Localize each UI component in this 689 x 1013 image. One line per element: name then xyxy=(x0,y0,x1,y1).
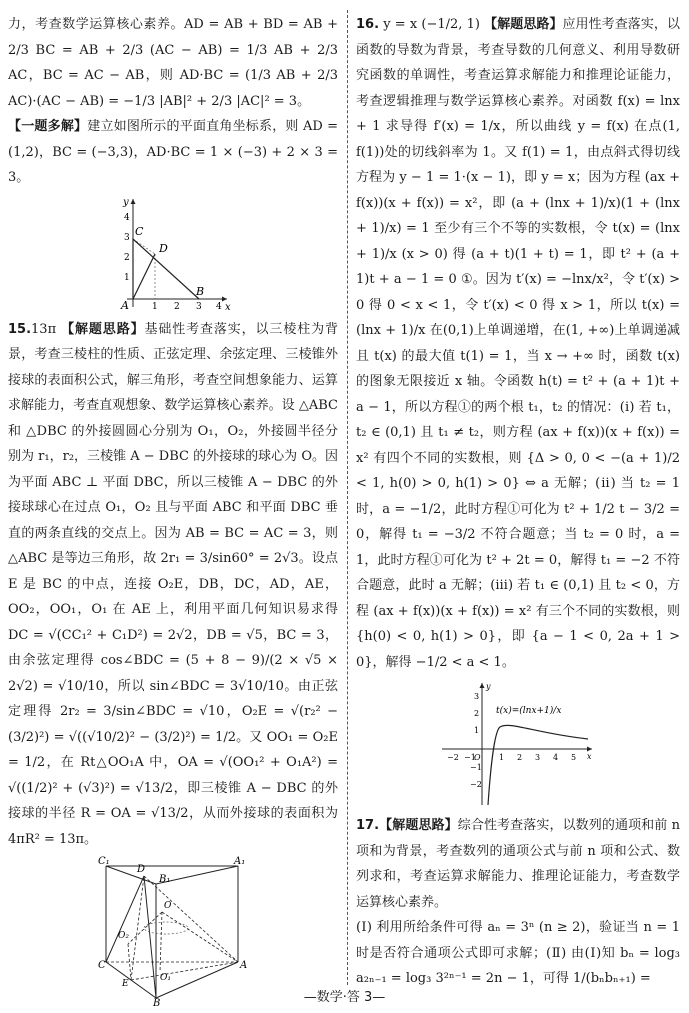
center-o2-label: O₂ xyxy=(118,931,129,941)
x-tick-3: 3 xyxy=(535,753,541,762)
midpoint-e-label: E xyxy=(122,979,129,989)
right-column xyxy=(356,12,680,992)
x-tick-2: 2 xyxy=(174,301,180,312)
x-tick-4: 4 xyxy=(216,301,222,312)
center-o-label: O xyxy=(164,901,172,911)
q15-answer: 13π xyxy=(31,321,57,337)
column-divider xyxy=(347,10,348,985)
point-a-label: A xyxy=(121,298,129,312)
alternate-solution-text: 建立如图所示的平面直角坐标系，则 AD = (1,2)，BC = (−3,3)，AD·BC = 1 × (−3) + 2 × 3 = 3。 xyxy=(8,119,338,185)
y-tick-1: 1 xyxy=(474,726,480,735)
x-tick-3: 3 xyxy=(196,301,202,312)
x-axis-name: x xyxy=(587,752,592,761)
q16-solution xyxy=(356,12,680,675)
y-tick-3: 3 xyxy=(124,232,130,243)
q16-solution-tag: 【解题思路】 xyxy=(484,17,563,32)
vertex-d-label: D xyxy=(137,864,146,875)
y-tick-1: 1 xyxy=(124,272,130,283)
x-tick-neg2: −2 xyxy=(447,753,459,762)
page-footer: —数学·答 3— xyxy=(303,990,386,1005)
y-tick-2: 2 xyxy=(474,709,480,718)
x-tick-1: 1 xyxy=(499,753,505,762)
q17-solution-text: 综合性考查落实，以数列的通项和前 n 项和为背景，考查数列的通项公式与前 n 项和公式、数列求和，考查运算求解能力、推理论证能力，考查数学运算核心素养。 xyxy=(356,818,680,910)
q17-steps: (Ⅰ) 利用所给条件可得 aₙ = 3ⁿ (n ≥ 2)，验证当 n = 1 时是否符合通项公式即可求解；(Ⅱ) 由(Ⅰ)知 bₙ = log₃ a₂ₙ₋₁ = log₃ 3²ⁿ⁻¹ = 2n − 1，可得 1/(bₙbₙ₊₁) = xyxy=(356,920,680,986)
x-axis-label: x xyxy=(225,301,231,313)
coordinate-figure xyxy=(113,195,233,313)
q15-number: 15. xyxy=(8,321,32,337)
vertex-a-label: A xyxy=(240,960,248,971)
q16-number: 16. xyxy=(356,17,380,32)
q16-solution-text: 应用性考查落实，以函数的导数为背景，考查导数的几何意义、利用导数研究函数的单调性，考查运算求解能力和推理论证能力，考查逻辑推理与数学运算核心素养。对函数 f(x) = lnx + 1 求导得 f′(x) = 1/x，所以曲线 y = f(x) 在点(1, f(1))处的切线斜率为 1。又 f(1) = 1，由点斜式得切线方程为 y − 1 = 1·(x − 1)，即 y = x；因为方程 (ax + f(x))(x + f(x)) = x²，即 (a + (lnx + 1)/x)(1 + (lnx + 1)/x) = 1 至少有三个不等的实数根，令 t(x) = (lnx + 1)/x (x > 0) 得 (a + t)(1 + t) = 1，即 t² + (a + 1)t + a − 1 = 0 ①。因为 t′(x) = −lnx/x²，令 t′(x) > 0 得 0 < x < 1，令 t′(x) < 0 得 x > 1，所以 t(x) = (lnx + 1)/x 在(0,1)上单调递增，在(1, +∞)上单调递减且 t(x) 的最大值 t(1) = 1，当 x → +∞ 时，函数 t(x) 的图象无限接近 x 轴。令函数 h(t) = t² + (a + 1)t + a − 1，所以方程①的两个根 t₁，t₂ 的情况：(ⅰ) 若 t₁，t₂ ∈ (0,1) 且 t₁ ≠ t₂，则方程 (ax + f(x))(x + f(x)) = x² 有四个不同的实数根，则 {Δ > 0, 0 < −(a + 1)/2 < 1, h(0) > 0, h(1) > 0} ⇔ a 无解；(ⅱ) 当 t₂ = 1 时，a = −1/2，此时方程①可化为 t² + 1/2 t − 3/2 = 0，解得 t₁ = −3/2 不符合题意；当 t₂ = 0 时，a = 1，此时方程①可化为 t² + 2t = 0，解得 t₁ = −2 不符合题意，此时 a 无解；(ⅲ) 若 t₁ ∈ (0,1) 且 t₂ < 0，方程 (ax + f(x))(x + f(x)) = x² 有三个不同的实数根，则 {h(0) < 0, h(1) > 0}，即 {a − 1 < 0, 2a + 1 > 0}，解得 −1/2 < a < 1。 xyxy=(356,17,680,670)
y-tick-neg1: −1 xyxy=(470,763,482,772)
point-d-label: D xyxy=(159,241,168,255)
vertex-c1-label: C₁ xyxy=(98,856,110,867)
x-tick-2: 2 xyxy=(517,753,523,762)
vertex-a1-label: A₁ xyxy=(234,856,246,867)
vertex-c-label: C xyxy=(98,960,106,971)
q15-solution-tag: 【解题思路】 xyxy=(61,321,145,337)
origin-label: O xyxy=(474,753,481,762)
q17-solution xyxy=(356,813,680,915)
q14-solution-continued: 力，考查数学运算核心素养。AD = AB + BD = AB + 2/3 BC = AB + 2/3 (AC − AB) = 1/3 AB + 2/3 AC，BC = AC − AB，则 AD·BC = (1/3 AB + 2/3 AC)·(AC − AB) = −1/3 |AB|² + 2/3 |AC|² = 3。 xyxy=(8,17,338,109)
q16-answer: y = x (−1/2, 1) xyxy=(383,17,480,32)
q15-solution-text: 基础性考查落实，以三棱柱为背景，考查三棱柱的性质、正弦定理、余弦定理、三棱锥外接球的表面积公式，解三角形，考查空间想象能力、运算求解能力，考查直观想象、数学运算核心素养。设 △ABC 和 △DBC 的外接圆圆心分别为 O₁，O₂，外接圆半径分别为 r₁，r₂，三棱锥 A − DBC 的外接球的球心为 O。因为平面 ABC ⊥ 平面 DBC，所以三棱锥 A − DBC 的外接球球心在过点 O₁，O₂ 且与平面 ABC 和平面 DBC 垂直的两条直线的交点上。因为 AB = BC = AC = 3，则 △ABC 是等边三角形，故 2r₁ = 3/sin60° = 2√3。设点 E 是 BC 的中点，连接 O₂E，DB，DC，AD，AE，OO₂，OO₁，O₁ 在 AE 上，利用平面几何知识易求得 DC = √(CC₁² + C₁D²) = 2√2，DB = √5，BC = 3，由余弦定理得 cos∠BDC = (5 + 8 − 9)/(2 × √5 × 2√2) = √10/10，所以 sin∠BDC = 3√10/10。由正弦定理得 2r₂ = 3/sin∠BDC = √10，O₂E = √(r₂² − (3/2)²) = √((√10/2)² − (3/2)²) = 1/2。又 OO₁ = O₂E = 1/2，在 Rt△OO₁A 中，OA = √(OO₁² + O₁A²) = √((1/2)² + (√3)²) = √13/2，即三棱锥 A − DBC 的外接球的半径 R = OA = √13/2，从而外接球的表面积为 4πR² = 13π。 xyxy=(8,321,338,847)
x-tick-4: 4 xyxy=(553,753,559,762)
alternate-solution-tag: 【一题多解】 xyxy=(8,119,88,134)
y-tick-4: 4 xyxy=(124,212,130,223)
y-tick-2: 2 xyxy=(124,252,130,263)
point-b-label: B xyxy=(196,284,205,298)
y-axis-name: y xyxy=(486,682,491,691)
x-tick-1: 1 xyxy=(152,301,158,312)
q17-number: 17. xyxy=(356,818,380,833)
curve-label: t(x)=(lnx+1)/x xyxy=(496,706,562,716)
vertex-b-label: B xyxy=(153,998,161,1006)
q17-solution-tag: 【解题思路】 xyxy=(379,818,458,833)
q15-solution xyxy=(8,317,338,853)
center-o1-label: O₁ xyxy=(160,973,171,983)
function-graph xyxy=(438,679,598,809)
point-c-label: C xyxy=(135,224,144,238)
q14-alternate-solution xyxy=(8,114,338,191)
y-tick-neg2: −2 xyxy=(470,780,482,789)
vertex-b1-label: B₁ xyxy=(159,874,171,885)
y-tick-3: 3 xyxy=(474,692,480,701)
left-column xyxy=(8,12,338,1010)
y-axis-label: y xyxy=(123,196,129,208)
x-tick-neg1: −1 xyxy=(464,753,476,762)
prism-figure xyxy=(98,856,248,1006)
x-tick-5: 5 xyxy=(571,753,577,762)
